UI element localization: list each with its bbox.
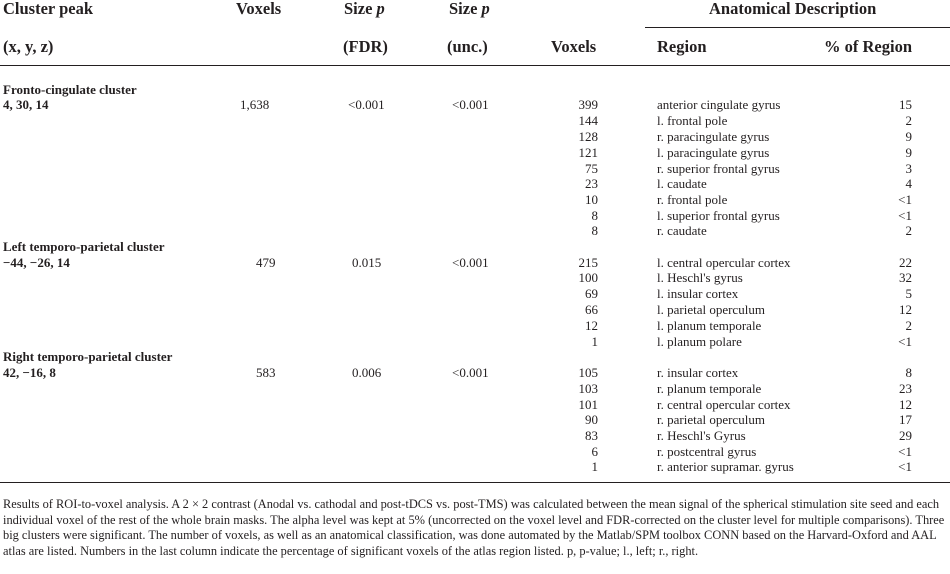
cluster-voxels: 479 — [256, 255, 276, 270]
row-voxels: 8 — [591, 208, 598, 223]
row-pct: <1 — [898, 334, 912, 349]
row-voxels: 75 — [585, 161, 598, 176]
row-pct: 32 — [899, 270, 912, 285]
header-pct-of-region: % of Region — [824, 37, 912, 56]
cluster-coords: 4, 30, 14 — [3, 97, 49, 112]
row-region: l. planum polare — [657, 334, 742, 349]
row-pct: 2 — [905, 318, 912, 333]
row-region: r. parietal operculum — [657, 412, 765, 427]
cluster-voxels: 1,638 — [240, 97, 270, 112]
header-cluster-peak: Cluster peak — [3, 0, 93, 18]
table-bottom-rule — [0, 482, 950, 483]
cluster-coords: 42, −16, 8 — [3, 365, 56, 380]
row-pct: <1 — [898, 208, 912, 223]
row-pct: 22 — [899, 255, 912, 270]
row-pct: 8 — [905, 365, 912, 380]
row-voxels: 1 — [591, 334, 598, 349]
header-size-p-fdr — [344, 0, 385, 19]
header-coords: (x, y, z) — [3, 37, 54, 56]
row-voxels: 121 — [578, 145, 598, 160]
row-region: l. frontal pole — [657, 113, 728, 128]
row-region: l. insular cortex — [657, 286, 739, 301]
cluster-title: Left temporo-parietal cluster — [3, 239, 165, 254]
row-pct: 12 — [899, 397, 912, 412]
table-footnote: Results of ROI-to-voxel analysis. A 2 × 2 contrast (Anodal vs. cathodal and post-tDCS vs. post-TMS) was calculated between the mean signal of the spherical stimulation site seed and each individual voxel of the rest of the whole brain masks. The alpha level was kept at 5% (uncorrected on the voxel level and FDR-corrected on the cluster level for multiple comparisons). Three big clusters were significant. The number of voxels, as well as an anatomical classification, was done automated by the Matlab/SPM toolbox CONN based on the Harvard-Oxford and AAL atlas are listed. Numbers in the last column indicate the percentage of significant voxels of the atlas region listed. p, p-value; l., left; r., right. — [3, 497, 945, 558]
row-voxels: 6 — [591, 444, 598, 459]
row-region: l. central opercular cortex — [657, 255, 791, 270]
header-voxels: Voxels — [236, 0, 282, 18]
row-region: r. Heschl's Gyrus — [657, 428, 746, 443]
header-size-p-fdr-sub: (FDR) — [343, 37, 388, 56]
row-region: r. superior frontal gyrus — [657, 161, 780, 176]
cluster-title: Fronto-cingulate cluster — [3, 82, 137, 97]
header-size-p-unc-label: Size — [449, 0, 478, 18]
header-size-p-unc-var: p — [481, 0, 490, 18]
row-region: r. planum temporale — [657, 381, 762, 396]
row-pct: 23 — [899, 381, 912, 396]
row-pct: <1 — [898, 459, 912, 474]
row-voxels: 69 — [585, 286, 598, 301]
row-voxels: 103 — [578, 381, 598, 396]
row-region: r. anterior supramar. gyrus — [657, 459, 794, 474]
row-voxels: 101 — [578, 397, 598, 412]
row-pct: 9 — [905, 145, 912, 160]
row-voxels: 105 — [578, 365, 598, 380]
row-region: l. caudate — [657, 176, 707, 191]
row-region: r. insular cortex — [657, 365, 739, 380]
row-region: l. paracingulate gyrus — [657, 145, 770, 160]
row-region: r. postcentral gyrus — [657, 444, 757, 459]
row-voxels: 1 — [591, 459, 598, 474]
row-pct: 2 — [905, 113, 912, 128]
header-anatomical-rule — [645, 27, 950, 28]
row-voxels: 12 — [585, 318, 598, 333]
row-region: r. paracingulate gyrus — [657, 129, 770, 144]
header-size-p-fdr-var: p — [376, 0, 385, 18]
header-anatomical-description: Anatomical Description — [709, 0, 877, 18]
row-pct: 12 — [899, 302, 912, 317]
row-voxels: 10 — [585, 192, 598, 207]
header-rule — [0, 65, 950, 66]
row-region: r. caudate — [657, 223, 707, 238]
row-pct: 17 — [899, 412, 912, 427]
cluster-p-fdr: 0.006 — [352, 365, 382, 380]
row-pct: 5 — [905, 286, 912, 301]
row-voxels: 215 — [578, 255, 598, 270]
row-pct: 9 — [905, 129, 912, 144]
header-size-p-unc — [449, 0, 490, 19]
row-region: l. planum temporale — [657, 318, 762, 333]
row-pct: <1 — [898, 192, 912, 207]
header-region: Region — [657, 37, 707, 56]
header-voxels-2: Voxels — [551, 37, 597, 56]
row-pct: <1 — [898, 444, 912, 459]
row-region: r. frontal pole — [657, 192, 728, 207]
row-region: l. superior frontal gyrus — [657, 208, 780, 223]
cluster-title: Right temporo-parietal cluster — [3, 349, 173, 364]
row-voxels: 144 — [578, 113, 598, 128]
row-voxels: 90 — [585, 412, 598, 427]
row-region: r. central opercular cortex — [657, 397, 791, 412]
row-region: l. parietal operculum — [657, 302, 765, 317]
row-voxels: 23 — [585, 176, 598, 191]
header-size-p-fdr-label: Size — [344, 0, 373, 18]
row-region: anterior cingulate gyrus — [657, 97, 781, 112]
row-voxels: 128 — [578, 129, 598, 144]
cluster-p-unc: <0.001 — [452, 365, 489, 380]
row-pct: 15 — [899, 97, 912, 112]
row-pct: 29 — [899, 428, 912, 443]
row-region: l. Heschl's gyrus — [657, 270, 743, 285]
cluster-p-fdr: <0.001 — [348, 97, 385, 112]
header-size-p-unc-sub: (unc.) — [447, 37, 488, 56]
row-voxels: 8 — [591, 223, 598, 238]
cluster-p-unc: <0.001 — [452, 255, 489, 270]
row-pct: 3 — [905, 161, 912, 176]
row-pct: 2 — [905, 223, 912, 238]
cluster-coords: −44, −26, 14 — [3, 255, 70, 270]
row-voxels: 66 — [585, 302, 598, 317]
cluster-voxels: 583 — [256, 365, 276, 380]
row-voxels: 399 — [578, 97, 598, 112]
row-pct: 4 — [905, 176, 912, 191]
row-voxels: 83 — [585, 428, 598, 443]
row-voxels: 100 — [578, 270, 598, 285]
cluster-p-unc: <0.001 — [452, 97, 489, 112]
cluster-p-fdr: 0.015 — [352, 255, 382, 270]
